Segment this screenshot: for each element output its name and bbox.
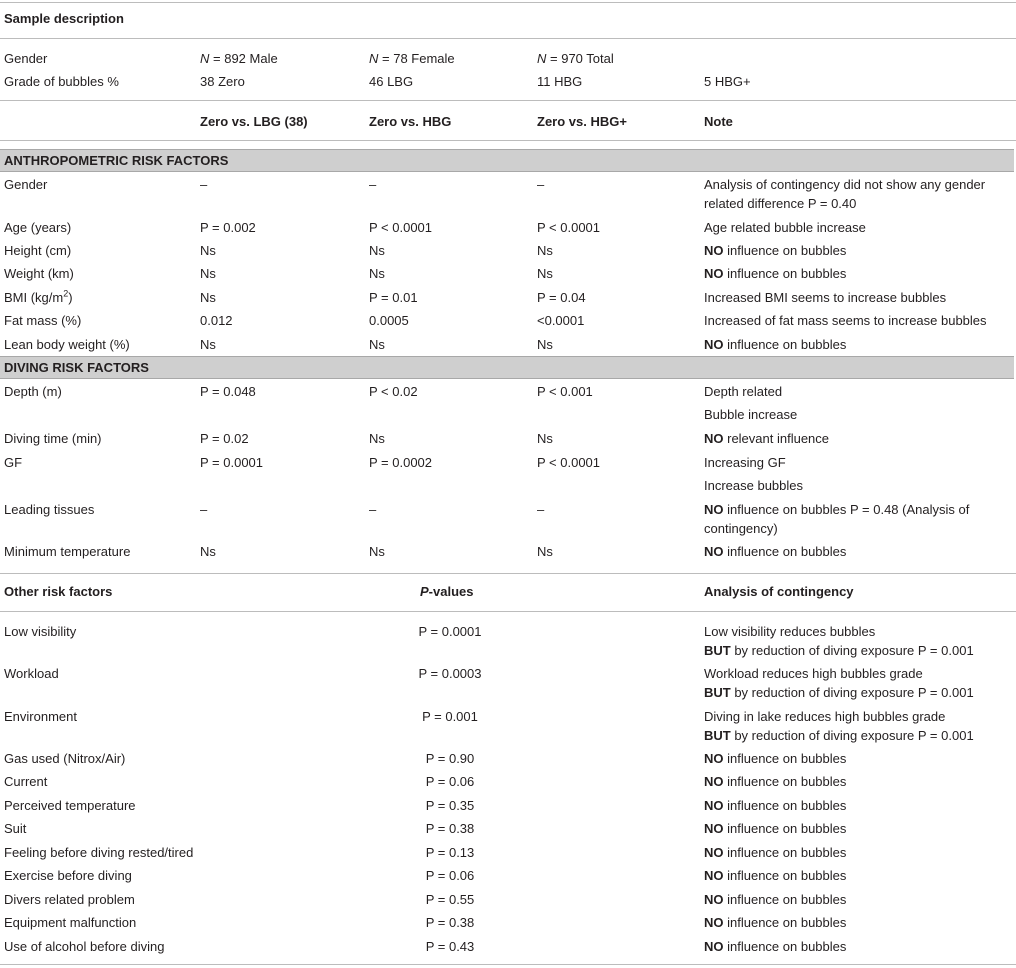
column-header-zero-vs-lbg: Zero vs. LBG (38) (200, 114, 308, 129)
note: NO influence on bubbles (704, 751, 847, 766)
cell: – (537, 177, 545, 192)
cell: Ns (537, 243, 553, 258)
p-value: P = 0.001 (422, 709, 478, 724)
cell: P = 0.01 (369, 290, 418, 305)
cell: Ns (369, 266, 385, 281)
p-value: P = 0.55 (425, 892, 475, 907)
rule (0, 573, 1016, 574)
row-label: Divers related problem (4, 892, 135, 907)
note: NO influence on bubbles P = 0.48 (Analysis of (704, 502, 970, 517)
cell: Ns (200, 266, 216, 281)
cell: Ns (537, 266, 553, 281)
cell: P = 0.02 (200, 431, 249, 446)
row-label: GF (4, 455, 23, 470)
row-label: Suit (4, 821, 27, 836)
row-label: Depth (m) (4, 384, 62, 399)
note: Analysis of contingency did not show any gender (704, 177, 986, 192)
p-value: P = 0.90 (425, 751, 475, 766)
gender-total: N = 970 Total (537, 51, 614, 66)
p-value: P = 0.06 (425, 868, 475, 883)
cell: – (369, 177, 377, 192)
row-label: Leading tissues (4, 502, 95, 517)
cell: P < 0.0001 (537, 220, 601, 235)
note: Increased of fat mass seems to increase bubbles (704, 313, 987, 328)
p-value: P = 0.38 (425, 821, 475, 836)
row-label: Equipment malfunction (4, 915, 137, 930)
row-label: Low visibility (4, 624, 77, 639)
note: NO influence on bubbles (704, 337, 847, 352)
diving-section-header: DIVING RISK FACTORS (0, 356, 1014, 379)
row-label: Exercise before diving (4, 868, 132, 883)
other-header-contingency: Analysis of contingency (704, 584, 854, 599)
row-label: Workload (4, 666, 59, 681)
note: Increase bubbles (704, 478, 804, 493)
rule (0, 100, 1016, 101)
row-label: Diving time (min) (4, 431, 102, 446)
cell: Ns (200, 544, 216, 559)
row-label: Weight (km) (4, 266, 74, 281)
cell: P < 0.001 (537, 384, 593, 399)
note: BUT by reduction of diving exposure P = 0.001 (704, 728, 974, 743)
rule (0, 611, 1016, 612)
cell: P < 0.02 (369, 384, 418, 399)
p-value: P = 0.13 (425, 845, 475, 860)
note: NO influence on bubbles (704, 544, 847, 559)
note: NO influence on bubbles (704, 939, 847, 954)
cell: Ns (537, 337, 553, 352)
note: contingency) (704, 521, 778, 536)
row-label: Minimum temperature (4, 544, 131, 559)
cell: Ns (369, 431, 385, 446)
note: BUT by reduction of diving exposure P = 0.001 (704, 643, 974, 658)
p-value: P = 0.35 (425, 798, 475, 813)
cell: Ns (369, 243, 385, 258)
note: Increasing GF (704, 455, 786, 470)
note: NO influence on bubbles (704, 868, 847, 883)
note: NO influence on bubbles (704, 774, 847, 789)
cell: <0.0001 (537, 313, 585, 328)
note: NO influence on bubbles (704, 798, 847, 813)
cell: Ns (369, 544, 385, 559)
note: NO influence on bubbles (704, 266, 847, 281)
cell: Ns (200, 337, 216, 352)
cell: – (537, 502, 545, 517)
gender-female: N = 78 Female (369, 51, 455, 66)
note: Depth related (704, 384, 783, 399)
p-value: P = 0.0003 (418, 666, 482, 681)
grade-zero: 38 Zero (200, 74, 245, 89)
note: Workload reduces high bubbles grade (704, 666, 923, 681)
gender-label: Gender (4, 51, 48, 66)
cell: Ns (200, 290, 216, 305)
row-label: Use of alcohol before diving (4, 939, 165, 954)
row-label: Environment (4, 709, 77, 724)
grade-label: Grade of bubbles % (4, 74, 119, 89)
cell: 0.012 (200, 313, 233, 328)
note: BUT by reduction of diving exposure P = 0.001 (704, 685, 974, 700)
row-label: Gas used (Nitrox/Air) (4, 751, 126, 766)
cell: 0.0005 (369, 313, 409, 328)
cell: P = 0.002 (200, 220, 256, 235)
cell: P = 0.04 (537, 290, 586, 305)
p-value: P = 0.06 (425, 774, 475, 789)
cell: – (200, 177, 208, 192)
note: NO influence on bubbles (704, 845, 847, 860)
note: NO influence on bubbles (704, 821, 847, 836)
other-header-factors: Other risk factors (4, 584, 113, 599)
cell: – (369, 502, 377, 517)
cell: – (200, 502, 208, 517)
cell: P = 0.0002 (369, 455, 433, 470)
p-value: P = 0.0001 (418, 624, 482, 639)
cell: P < 0.0001 (369, 220, 433, 235)
rule (0, 140, 1016, 141)
column-header-zero-vs-hbgplus: Zero vs. HBG+ (537, 114, 627, 129)
grade-hbgplus: 5 HBG+ (704, 74, 751, 89)
column-header-note: Note (704, 114, 733, 129)
grade-lbg: 46 LBG (369, 74, 414, 89)
note: NO influence on bubbles (704, 915, 847, 930)
row-label: Fat mass (%) (4, 313, 82, 328)
note: NO influence on bubbles (704, 243, 847, 258)
row-label: BMI $(kg/m^2)$ (4, 288, 73, 305)
other-header-pvalues: P-values (420, 584, 474, 599)
column-header-zero-vs-hbg: Zero vs. HBG (369, 114, 452, 129)
rule (0, 38, 1016, 39)
note: related difference P = 0.40 (704, 196, 857, 211)
cell: P = 0.048 (200, 384, 256, 399)
cell: Ns (369, 337, 385, 352)
note: Increased BMI seems to increase bubbles (704, 290, 947, 305)
row-label: Perceived temperature (4, 798, 136, 813)
row-label: Feeling before diving rested/tired (4, 845, 194, 860)
gender-male: N = 892 Male (200, 51, 278, 66)
note: NO influence on bubbles (704, 892, 847, 907)
cell: Ns (200, 243, 216, 258)
p-value: P = 0.38 (425, 915, 475, 930)
cell: P < 0.0001 (537, 455, 601, 470)
sample-description-title: Sample description (4, 11, 124, 26)
table-bottom-rule (0, 964, 1016, 965)
row-label: Current (4, 774, 48, 789)
note: Bubble increase (704, 407, 798, 422)
row-label: Lean body weight (%) (4, 337, 130, 352)
note: Diving in lake reduces high bubbles grade (704, 709, 946, 724)
note: Low visibility reduces bubbles (704, 624, 876, 639)
cell: P = 0.0001 (200, 455, 264, 470)
table-top-rule (0, 2, 1016, 3)
row-label: Height (cm) (4, 243, 72, 258)
cell: Ns (537, 431, 553, 446)
note: NO relevant influence (704, 431, 830, 446)
row-label: Age (years) (4, 220, 72, 235)
note: Age related bubble increase (704, 220, 866, 235)
cell: Ns (537, 544, 553, 559)
p-value: P = 0.43 (425, 939, 475, 954)
grade-hbg: 11 HBG (537, 74, 583, 89)
row-label: Gender (4, 177, 48, 192)
anthropometric-section-header: ANTHROPOMETRIC RISK FACTORS (0, 149, 1014, 172)
